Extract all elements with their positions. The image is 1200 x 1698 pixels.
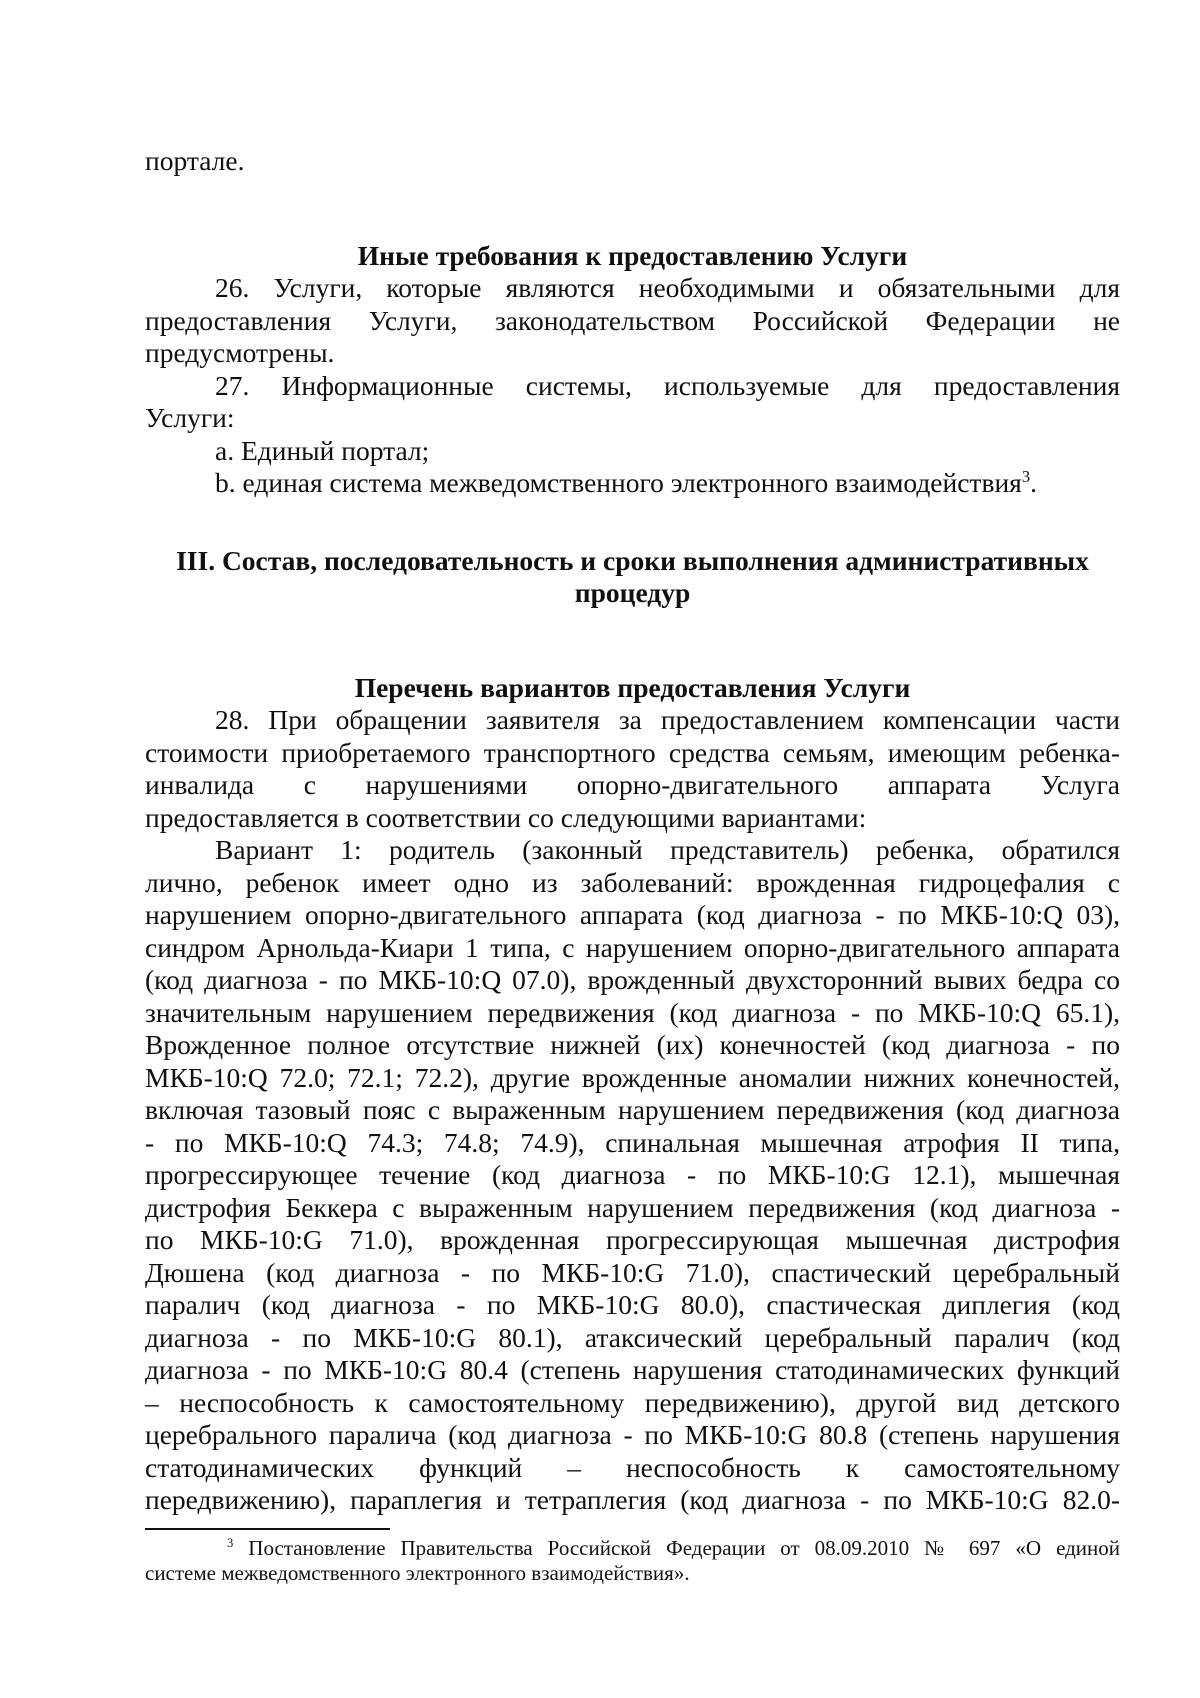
footnote-line	[145, 1536, 1120, 1561]
spacer	[145, 178, 1120, 240]
variant-1-line: значительным нарушением передвижения (код диагноза - по МКБ-10:Q 65.1),	[145, 996, 1120, 1028]
variant-1-line: церебрального паралича (код диагноза - по МКБ-10:G 80.8 (степень нарушения	[145, 1419, 1120, 1450]
list-item-b	[145, 467, 1120, 500]
paragraph-28-line: предоставляется в соответствии со следующими вариантами:	[145, 801, 867, 833]
variant-1-line: лично, ребенок имеет одно из заболеваний: врожденная гидроцефалия с	[145, 866, 1120, 898]
variant-1-line: Врожденное полное отсутствие нижней (их) конечностей (код диагноза - по	[145, 1029, 1120, 1060]
paragraph-26-line: 26. Услуги, которые являются необходимыми и обязательными для	[215, 272, 1120, 303]
section-heading-iii-line: процедур	[574, 577, 691, 608]
paragraph-28-line: стоимости приобретаемого транспортного средства семьям, имеющим ребенка-	[145, 736, 1120, 768]
footnote	[145, 1536, 1120, 1586]
variant-1-line: МКБ-10:Q 72.0; 72.1; 72.2), другие врожденные аномалии нижних конечностей,	[145, 1061, 1120, 1093]
variant-1-line: нарушением опорно-двигательного аппарата (код диагноза - по МКБ-10:Q 03),	[145, 899, 1120, 930]
variant-1-line: диагноза - по МКБ-10:G 80.1), атаксический церебральный паралич (код	[145, 1321, 1120, 1353]
paragraph-26	[145, 272, 1120, 370]
footnote-marker: 3	[227, 1536, 234, 1550]
list-item-b-text: b. единая система межведомственного электронного взаимодействия	[215, 467, 1022, 498]
variant-1-line: синдром Арнольда-Киари 1 типа, с нарушением опорно-двигательного аппарата	[145, 931, 1120, 963]
paragraph-27-line: 27. Информационные системы, используемые для предоставления	[215, 369, 1120, 401]
variant-1-line: статодинамических функций – неспособность к самостоятельному	[145, 1451, 1120, 1483]
footnote-divider	[145, 1528, 390, 1530]
variant-1-line: передвижению), параплегия и тетраплегия (код диагноза - по МКБ-10:G 82.0-	[145, 1484, 1120, 1515]
footnote-text: Постановление Правительства Российской Федерации от 08.09.2010 № 697 «О единой	[248, 1536, 1121, 1560]
paragraph-27	[145, 370, 1120, 435]
paragraph-28-line: инвалида с нарушениями опорно-двигательного аппарата Услуга	[145, 769, 1120, 800]
footnote-ref: 3	[1021, 466, 1031, 486]
paragraph-26-line: предусмотрены.	[145, 337, 335, 368]
paragraph-28	[145, 704, 1120, 834]
list-item-a: a. Единый портал;	[215, 434, 430, 466]
paragraph-27-line: Услуги:	[145, 402, 235, 433]
variant-1-line: включая тазовый пояс с выраженным нарушением передвижения (код диагноза	[145, 1094, 1120, 1125]
continued-text: портале.	[145, 145, 245, 176]
footnote-line: системе межведомственного электронного взаимодействия».	[145, 1561, 690, 1585]
variant-1-line: – неспособность к самостоятельному передвижению), другой вид детского	[145, 1386, 1120, 1418]
list-item-b-end: .	[1030, 467, 1037, 498]
variant-1-line: диагноза - по МКБ-10:G 80.4 (степень нарушения статодинамических функций	[145, 1354, 1120, 1385]
variant-1-line: прогрессирующее течение (код диагноза - по МКБ-10:G 12.1), мышечная	[145, 1159, 1120, 1190]
section-heading-variants: Перечень вариантов предоставления Услуги	[354, 671, 911, 703]
variant-1-line: по МКБ-10:G 71.0), врожденная прогрессирующая мышечная дистрофия	[145, 1224, 1120, 1255]
paragraph-28-line: 28. При обращении заявителя за предоставлением компенсации части	[215, 704, 1120, 735]
variant-1-line: (код диагноза - по МКБ-10:Q 07.0), врожденный двухсторонний вывих бедра со	[145, 964, 1120, 995]
spacer	[145, 610, 1120, 672]
section-heading-other-requirements: Иные требования к предоставлению Услуги	[357, 239, 908, 271]
spacer	[145, 500, 1120, 545]
paragraph-26-line: предоставления Услуги, законодательством Российской Федерации не	[145, 304, 1120, 336]
variant-1-line: дистрофия Беккера с выраженным нарушением передвижения (код диагноза -	[145, 1191, 1120, 1223]
section-heading-iii-line: III. Состав, последовательность и сроки выполнения административных	[176, 544, 1089, 576]
variant-1-line: - по МКБ-10:Q 74.3; 74.8; 74.9), спинальная мышечная атрофия II типа,	[145, 1126, 1120, 1158]
variant-1-line: Вариант 1: родитель (законный представитель) ребенка, обратился	[215, 834, 1120, 865]
document-page	[145, 145, 1120, 1517]
section-heading-iii	[145, 545, 1120, 610]
variant-1-line: паралич (код диагноза - по МКБ-10:G 80.0), спастическая диплегия (код	[145, 1289, 1120, 1320]
variant-1-line: Дюшена (код диагноза - по МКБ-10:G 71.0), спастический церебральный	[145, 1256, 1120, 1288]
variant-1-paragraph	[145, 834, 1120, 1517]
